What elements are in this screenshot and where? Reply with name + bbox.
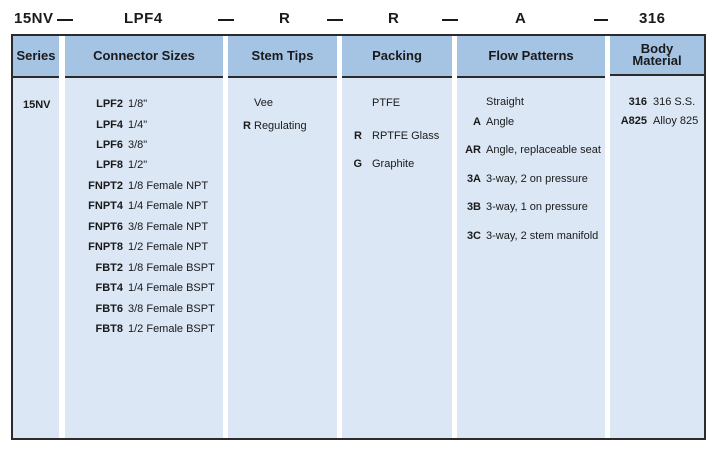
item-desc: Angle	[486, 116, 515, 128]
col-body-flow-patterns	[457, 78, 605, 438]
item-desc: 3/8"	[128, 139, 148, 151]
item-desc: 1/8 Female NPT	[128, 180, 209, 192]
col-header-stem-tips: Stem Tips	[228, 36, 337, 78]
col-body-material	[610, 36, 704, 438]
item-desc: Straight	[486, 96, 524, 108]
pn-series: 15NV	[14, 10, 54, 27]
col-packing	[342, 36, 452, 438]
item-desc: Regulating	[254, 120, 307, 132]
col-flow-patterns	[457, 36, 605, 438]
col-header-flow-patterns: Flow Patterns	[457, 36, 605, 78]
pn-flow-pattern: A	[515, 10, 527, 27]
col-series	[13, 36, 59, 438]
item-code: 316	[628, 96, 647, 108]
pn-stem-tip: R	[279, 10, 291, 27]
col-header-connector-sizes: Connector Sizes	[65, 36, 223, 78]
item-code: FBT6	[95, 303, 123, 315]
col-connector-sizes	[65, 36, 223, 438]
col-header-packing: Packing	[342, 36, 452, 78]
item-desc: Vee	[254, 97, 273, 109]
item-desc: 3/8 Female BSPT	[128, 303, 215, 315]
item-desc: Angle, replaceable seat	[486, 144, 601, 156]
pn-dash	[327, 19, 343, 21]
pn-connector: LPF4	[124, 10, 163, 27]
item-code: G	[353, 158, 362, 170]
item-code: A825	[620, 115, 647, 127]
item-desc: 3-way, 2 on pressure	[486, 173, 588, 185]
item-desc: 1/2 Female NPT	[128, 241, 209, 253]
item-code: LPF6	[96, 139, 123, 151]
pn-dash	[442, 19, 458, 21]
pn-dash	[57, 19, 73, 21]
item-desc: 1/4 Female BSPT	[128, 282, 215, 294]
item-code: FNPT8	[88, 241, 123, 253]
item-desc: 1/8"	[128, 98, 148, 110]
item-code: FNPT4	[88, 200, 123, 212]
item-desc: 1/4 Female NPT	[128, 200, 209, 212]
col-body-body-material	[610, 78, 704, 438]
col-body-packing	[342, 78, 452, 438]
item-desc: 3-way, 1 on pressure	[486, 201, 588, 213]
col-body-connector-sizes	[65, 78, 223, 438]
item-code: 3C	[466, 230, 481, 242]
item-desc: 1/4"	[128, 119, 148, 131]
item-code: 3A	[466, 173, 481, 185]
col-body-series	[13, 78, 59, 438]
item-code: FNPT2	[88, 180, 123, 192]
item-desc: Alloy 825	[653, 115, 699, 127]
pn-dash	[218, 19, 234, 21]
item-code: LPF2	[96, 98, 123, 110]
item-code: AR	[465, 144, 481, 156]
ordering-table	[11, 34, 706, 440]
item-desc: PTFE	[372, 97, 401, 109]
item-desc: 3-way, 2 stem manifold	[486, 230, 599, 242]
pn-packing: R	[388, 10, 400, 27]
item-desc: 1/2 Female BSPT	[128, 323, 215, 335]
item-desc: RPTFE Glass	[372, 130, 440, 142]
item-desc: 1/2"	[128, 159, 148, 171]
series-code: 15NV	[23, 99, 51, 111]
item-code: FNPT6	[88, 221, 123, 233]
item-code: LPF8	[96, 159, 123, 171]
item-desc: 316 S.S.	[653, 96, 696, 108]
item-code: FBT4	[95, 282, 123, 294]
item-code: LPF4	[96, 119, 123, 131]
item-code: A	[473, 116, 481, 128]
item-desc: 3/8 Female NPT	[128, 221, 209, 233]
pn-body-material: 316	[639, 10, 666, 27]
col-stem-tips	[228, 36, 337, 438]
col-body-stem-tips	[228, 78, 337, 438]
item-code: R	[243, 120, 251, 132]
col-header-series: Series	[13, 36, 59, 78]
item-code: R	[354, 130, 362, 142]
item-desc: Graphite	[372, 158, 415, 170]
item-code: FBT8	[95, 323, 123, 335]
item-code: FBT2	[95, 262, 123, 274]
col-header-body-material: Body Material	[610, 36, 704, 76]
pn-dash	[594, 19, 608, 21]
item-code: 3B	[466, 201, 481, 213]
item-desc: 1/8 Female BSPT	[128, 262, 215, 274]
